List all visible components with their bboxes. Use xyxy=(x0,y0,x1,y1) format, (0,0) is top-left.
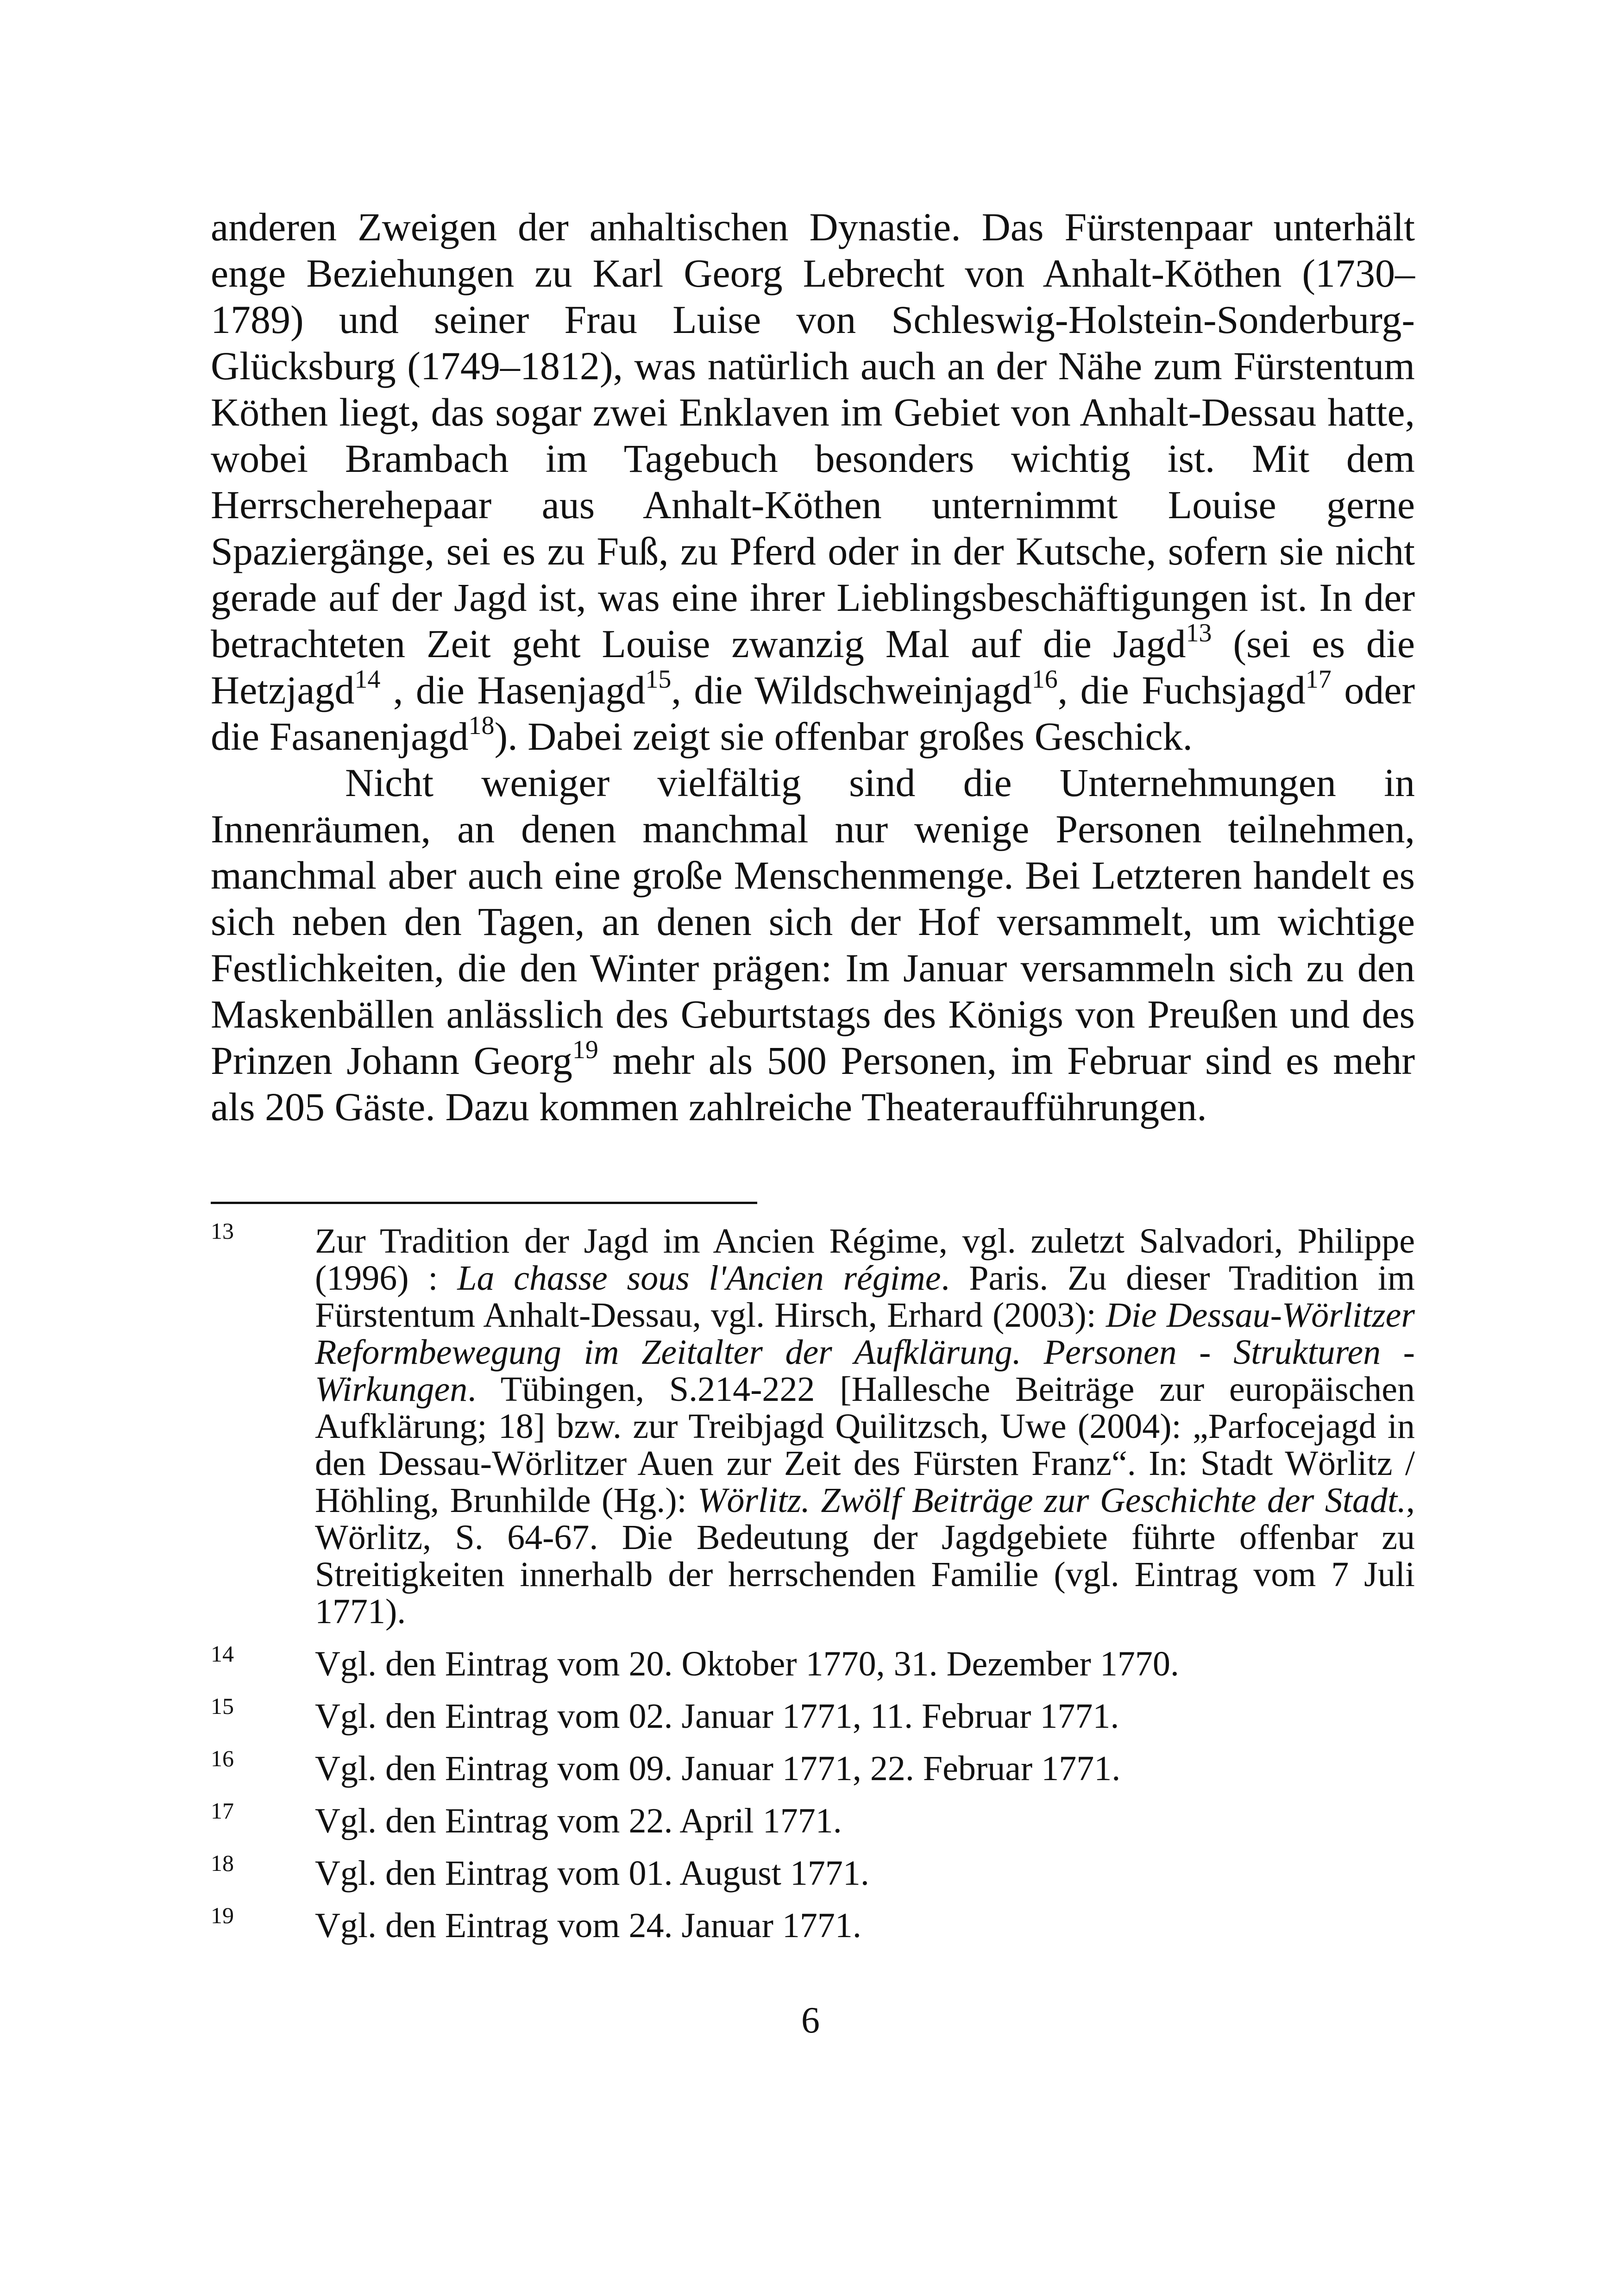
footnote-text-part: Zur Tradition der Jagd im Ancien Régime, vgl. zuletzt Salvadori, Philippe (1996) : xyxy=(315,1222,1415,1298)
footnote-number: 19 xyxy=(211,1902,234,1928)
paragraph-2-text: Nicht weniger vielfältig sind die Unternehmungen in Innenräumen, an denen manchmal nur wenige Personen teilnehmen, manchmal aber auch eine große Menschenmenge. Bei Letzteren handelt es sich neben den Tagen, an denen sich der Hof versammelt, um wichtige Festlichkeiten, die den Winter prägen: Im Januar versammeln sich zu den Maskenbällen anlässlich des Geburtstags des Königs von Preußen und des Prinzen Johann Georg xyxy=(211,760,1415,1083)
footnote-number: 16 xyxy=(211,1745,234,1771)
footnote-ref-19[interactable]: 19 xyxy=(572,1035,598,1064)
page-number: 6 xyxy=(801,2000,820,2041)
footnote-text-part: , Wörlitz, S. 64-67. Die Bedeutung der Jagdgebiete führte offenbar zu Streitigkeiten innerhalb der herrschenden Familie (vgl. Eintrag vom 7 Juli 1771). xyxy=(315,1481,1415,1631)
footnote-14 xyxy=(211,1641,1415,1683)
footnote-text: Vgl. den Eintrag vom 20. Oktober 1770, 31. Dezember 1770. xyxy=(315,1644,1179,1683)
footnote-text: Vgl. den Eintrag vom 01. August 1771. xyxy=(315,1854,869,1893)
paragraph-1-text: ). Dabei zeigt sie offenbar großes Geschick. xyxy=(494,714,1193,759)
footnote-text: Vgl. den Eintrag vom 22. April 1771. xyxy=(315,1801,842,1840)
paragraph-1-text: , die Wildschweinjagd xyxy=(671,668,1032,712)
footnote-separator xyxy=(211,1202,757,1204)
footnote-ref-17[interactable]: 17 xyxy=(1305,665,1332,694)
footnote-number: 15 xyxy=(211,1693,234,1719)
paragraph-2-text: mehr als 500 Personen, im Februar sind es mehr als 205 Gäste. Dazu kommen zahlreiche Theateraufführungen. xyxy=(211,1038,1415,1129)
footnote-17 xyxy=(211,1798,1415,1840)
book-title: Wörlitz. Zwölf Beiträge zur Geschichte der Stadt. xyxy=(697,1481,1406,1520)
paragraph-1-text: anderen Zweigen der anhaltischen Dynastie. Das Fürstenpaar unterhält enge Beziehungen zu Karl Georg Lebrecht von Anhalt-Köthen (1730–1789) und seiner Frau Luise von Schleswig-Holstein-Sonderburg-Glücksburg (1749–1812), was natürlich auch an der Nähe zum Fürstentum Köthen liegt, das sogar zwei Enklaven im Gebiet von Anhalt-Dessau hatte, wobei Brambach im Tagebuch besonders wichtig ist. Mit dem Herrscherehepaar aus Anhalt-Köthen unternimmt Louise gerne Spaziergänge, sei es zu Fuß, zu Pferd oder in der Kutsche, sofern sie nicht gerade auf der Jagd ist, was eine ihrer Lieblingsbeschäftigungen ist. In der betrachteten Zeit geht Louise zwanzig Mal auf die Jagd xyxy=(211,205,1415,666)
footnotes xyxy=(211,1218,1415,1959)
footnote-text xyxy=(315,1223,1415,1630)
footnote-ref-13[interactable]: 13 xyxy=(1186,619,1212,647)
footnote-text-part: . Tübingen, S.214-222 [Hallesche Beiträge zur europäischen Aufklärung; 18] bzw. zur Treibjagd Quilitzsch, Uwe (2004): „Parfocejagd in den Dessau-Wörlitzer Auen zur Zeit des Fürsten Franz“. In: Stadt Wörlitz / Höhling, Brunhilde (Hg.): xyxy=(315,1370,1415,1520)
paragraph-1-text: (sei es die Hetzjagd xyxy=(211,621,1415,712)
footnote-ref-14[interactable]: 14 xyxy=(354,665,381,694)
paragraph-1-text: , die Fuchsjagd xyxy=(1057,668,1306,712)
footnote-15 xyxy=(211,1693,1415,1736)
footnote-13 xyxy=(211,1218,1415,1631)
footnote-text-part: . Paris. Zu dieser Tradition im Fürstentum Anhalt-Dessau, vgl. Hirsch, Erhard (2003): xyxy=(315,1259,1415,1335)
footnote-number: 14 xyxy=(211,1641,234,1667)
paragraph-2 xyxy=(211,759,1415,1130)
paragraph-1-text: , die Hasenjagd xyxy=(380,668,646,712)
footnote-19 xyxy=(211,1902,1415,1945)
main-text xyxy=(211,204,1415,1130)
footnote-text: Vgl. den Eintrag vom 02. Januar 1771, 11. Februar 1771. xyxy=(315,1697,1119,1736)
footnote-16 xyxy=(211,1745,1415,1788)
footnote-ref-15[interactable]: 15 xyxy=(645,665,672,694)
footnote-number: 17 xyxy=(211,1798,234,1824)
footnote-ref-16[interactable]: 16 xyxy=(1031,665,1058,694)
paragraph-1 xyxy=(211,204,1415,759)
book-title: Die Dessau-Wörlitzer Reformbewegung im Zeitalter der Aufklärung. Personen - Strukturen - Wirkungen xyxy=(315,1296,1415,1409)
footnote-text: Vgl. den Eintrag vom 09. Januar 1771, 22. Februar 1771. xyxy=(315,1749,1121,1788)
footnote-18 xyxy=(211,1850,1415,1893)
footnote-text: Vgl. den Eintrag vom 24. Januar 1771. xyxy=(315,1906,861,1945)
footnote-ref-18[interactable]: 18 xyxy=(468,711,495,740)
book-title: La chasse sous l'Ancien régime xyxy=(457,1259,941,1298)
footnote-number: 13 xyxy=(211,1218,234,1244)
paragraph-1-text: oder die Fasanenjagd xyxy=(211,668,1415,759)
footnote-number: 18 xyxy=(211,1850,234,1876)
